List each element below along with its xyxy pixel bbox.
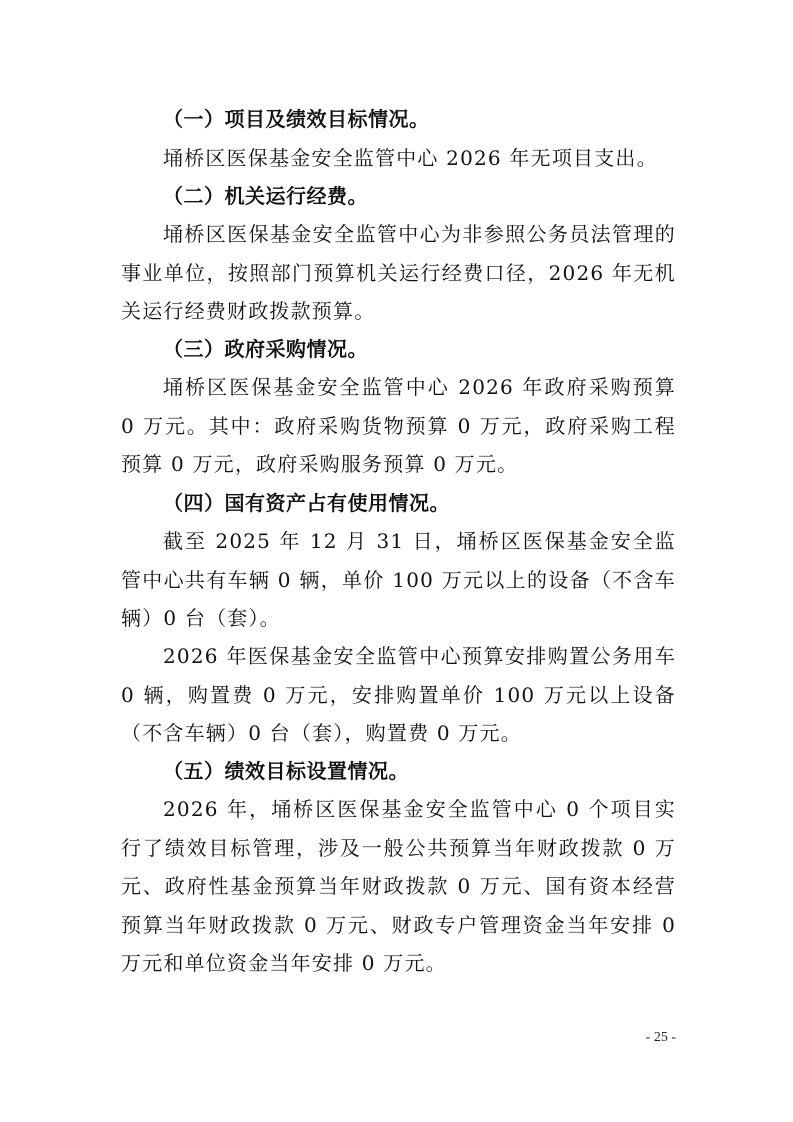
section-heading-3: （三）政府采购情况。	[163, 337, 368, 361]
section-heading-4: （四）国有资产占有使用情况。	[163, 491, 450, 515]
section-3-paragraph-1: 埇桥区医保基金安全监管中心 2026 年政府采购预算 0 万元。其中：政府采购货物预算 0 万元，政府采购工程预算 0 万元，政府采购服务预算 0 万元。	[121, 375, 676, 476]
section-heading-2: （二）机关运行经费。	[163, 184, 368, 208]
section-4-paragraph-2: 2026 年医保基金安全监管中心预算安排购置公务用车 0 辆，购置费 0 万元，安排购置单价 100 万元以上设备（不含车辆）0 台（套），购置费 0 万元。	[121, 644, 676, 745]
section-1-paragraph-1: 埇桥区医保基金安全监管中心 2026 年无项目支出。	[163, 146, 658, 170]
page-number: - 25 -	[645, 1030, 676, 1045]
section-2-paragraph-1: 埇桥区医保基金安全监管中心为非参照公务员法管理的事业单位，按照部门预算机关运行经费口径，2026 年无机关运行经费财政拨款预算。	[121, 222, 676, 323]
section-heading-1: （一）项目及绩效目标情况。	[163, 107, 430, 131]
section-heading-5: （五）绩效目标设置情况。	[163, 759, 409, 783]
section-4-paragraph-1: 截至 2025 年 12 月 31 日，埇桥区医保基金安全监管中心共有车辆 0 辆，单价 100 万元以上的设备（不含车辆）0 台（套）。	[121, 529, 676, 630]
section-5-paragraph-1: 2026 年，埇桥区医保基金安全监管中心 0 个项目实行了绩效目标管理，涉及一般公共预算当年财政拨款 0 万元、政府性基金预算当年财政拨款 0 万元、国有资本经营预算当年财政拨款 0 万元、财政专户管理资金当年安排 0 万元和单位资金当年安排 0 万元。	[121, 797, 676, 975]
